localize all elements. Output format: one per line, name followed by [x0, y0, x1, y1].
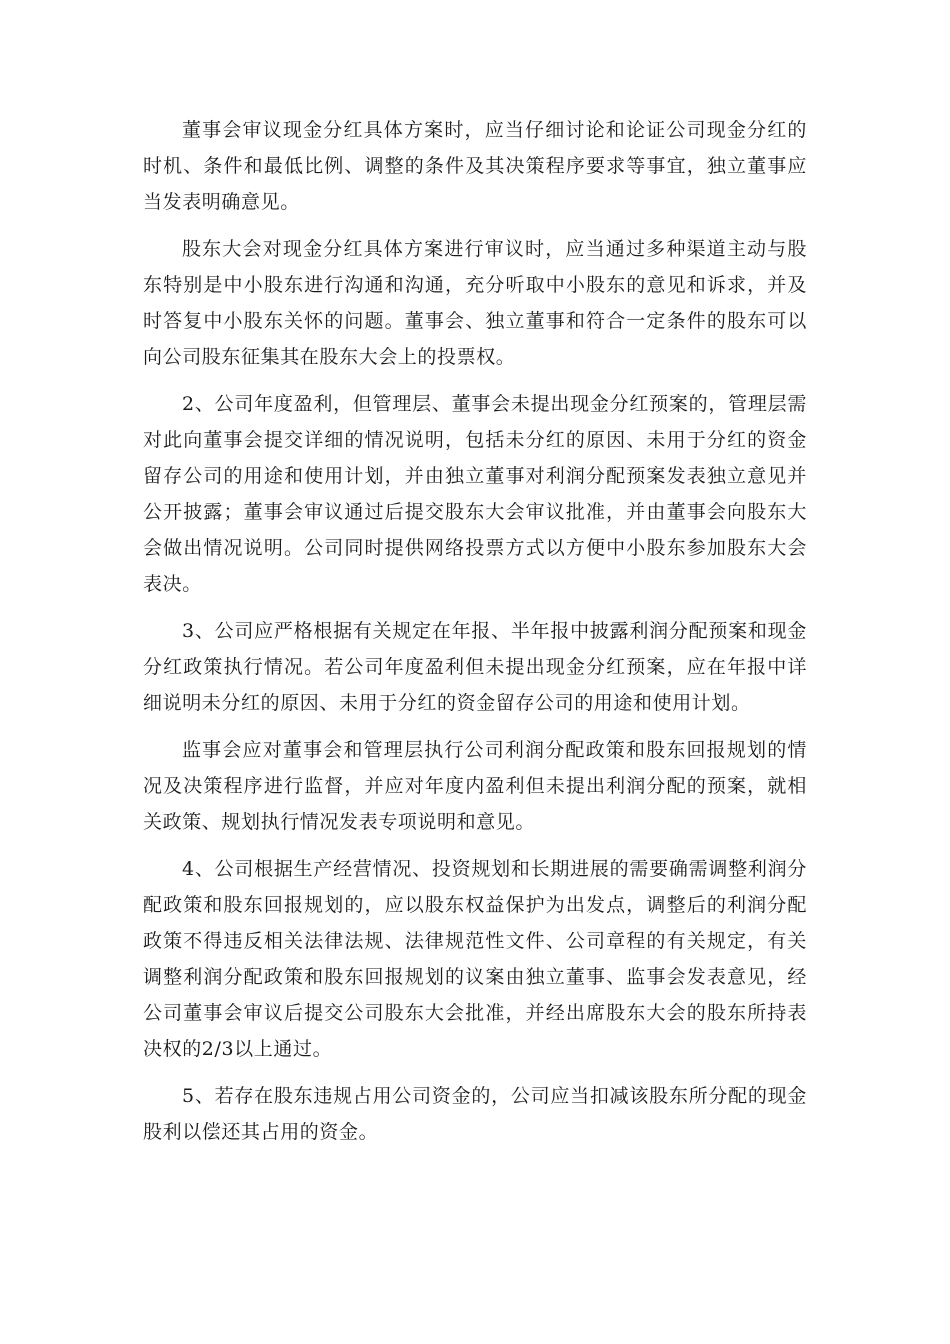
paragraph-shareholder-meeting: 股东大会对现金分红具体方案进行审议时，应当通过多种渠道主动与股东特别是中小股东进行沟通和沟通，充分听取中小股东的意见和诉求，并及时答复中小股东关怀的问题。董事会、独立董事和符合一定条件的股东可以向公司股东征集其在股东大会上的投票权。: [143, 238, 807, 368]
paragraph-item-3: 3、公司应严格根据有关规定在年报、半年报中披露利润分配预案和现金分红政策执行情况。若公司年度盈利但未提出现金分红预案，应在年报中详细说明未分红的原因、未用于分红的资金留存公司的用途和使用计划。: [143, 620, 807, 714]
document-body: [143, 112, 807, 1161]
paragraph-item-5: 5、若存在股东违规占用公司资金的，公司应当扣减该股东所分配的现金股利以偿还其占用的资金。: [143, 1085, 807, 1143]
paragraph-supervisory-board: 监事会应对董事会和管理层执行公司利润分配政策和股东回报规划的情况及决策程序进行监督，并应对年度内盈利但未提出利润分配的预案，就相关政策、规划执行情况发表专项说明和意见。: [143, 739, 807, 833]
paragraph-item-4: 4、公司根据生产经营情况、投资规划和长期进展的需要确需调整利润分配政策和股东回报规划的，应以股东权益保护为出发点，调整后的利润分配政策不得违反相关法律法规、法律规范性文件、公司章程的有关规定，有关调整利润分配政策和股东回报规划的议案由独立董事、监事会发表意见，经公司董事会审议后提交公司股东大会批准，并经出席股东大会的股东所持表决权的2/3以上通过。: [143, 858, 807, 1060]
paragraph-board-review: 董事会审议现金分红具体方案时，应当仔细讨论和论证公司现金分红的时机、条件和最低比例、调整的条件及其决策程序要求等事宜，独立董事应当发表明确意见。: [143, 119, 807, 213]
paragraph-item-2: 2、公司年度盈利，但管理层、董事会未提出现金分红预案的，管理层需对此向董事会提交详细的情况说明，包括未分红的原因、未用于分红的资金留存公司的用途和使用计划，并由独立董事对利润分配预案发表独立意见并公开披露；董事会审议通过后提交股东大会审议批准，并由董事会向股东大会做出情况说明。公司同时提供网络投票方式以方便中小股东参加股东大会表决。: [143, 393, 807, 595]
